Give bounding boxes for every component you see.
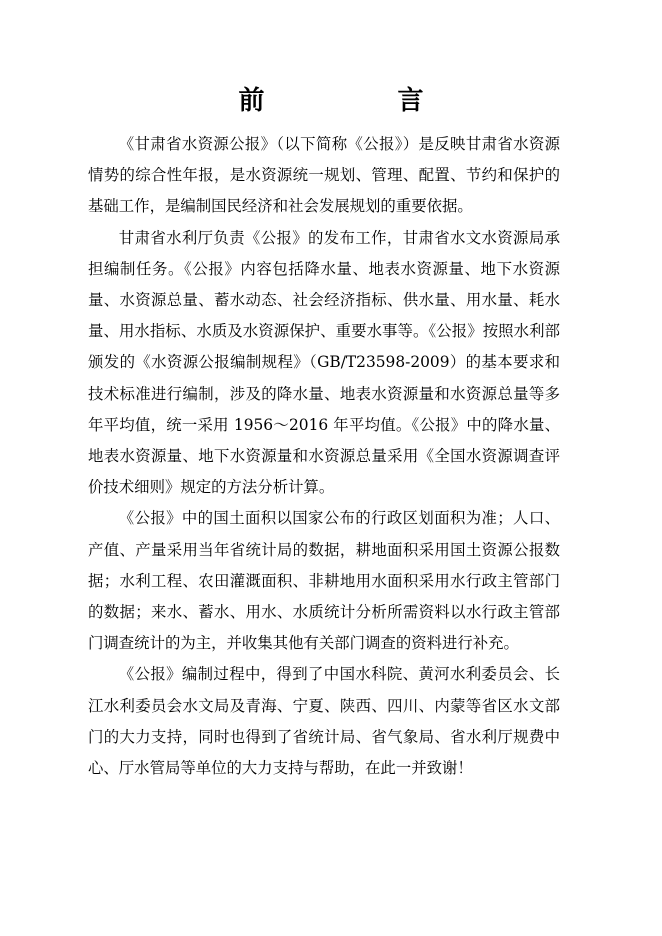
paragraph-acknowledgements: 《公报》编制过程中，得到了中国水科院、黄河水利委员会、长江水利委员会水文局及青海、宁夏、陕西、四川、内蒙等省区水文部门的大力支持，同时也得到了省统计局、省气象局、省水利厅规费中心、厅水管局等单位的大力支持与帮助，在此一并致谢！ [88, 665, 560, 778]
paragraph-intro: 《甘肃省水资源公报》（以下简称《公报》）是反映甘肃省水资源情势的综合性年报，是水资源统一规划、管理、配置、节约和保护的基础工作，是编制国民经济和社会发展规划的重要依据。 [88, 135, 560, 216]
page-title: 前 言 [238, 86, 486, 116]
preface-body [88, 129, 560, 784]
paragraph-data-sources: 《公报》中的国土面积以国家公布的行政区划面积为准；人口、产值、产量采用当年省统计局的数据，耕地面积采用国土资源公报数据；水利工程、农田灌溉面积、非耕地用水面积采用水行政主管部门的数据；来水、蓄水、用水、水质统计分析所需资料以水行政主管部门调查统计的为主，并收集其他有关部门调查的资料进行补充。 [88, 509, 560, 653]
paragraph-contents: 甘肃省水利厅负责《公报》的发布工作，甘肃省水文水资源局承担编制任务。《公报》内容包括降水量、地表水资源量、地下水资源量、水资源总量、蓄水动态、社会经济指标、供水量、用水量、耗水量、用水指标、水质及水资源保护、重要水事等。《公报》按照水利部颁发的《水资源公报编制规程》（GB/T23598-2009）的基本要求和技术标准进行编制，涉及的降水量、地表水资源量和水资源总量等多年平均值，统一采用 1956～2016 年平均值。《公报》中的降水量、地表水资源量、地下水资源量和水资源总量采用《全国水资源调查评价技术细则》规定的方法分析计算。 [88, 228, 560, 497]
